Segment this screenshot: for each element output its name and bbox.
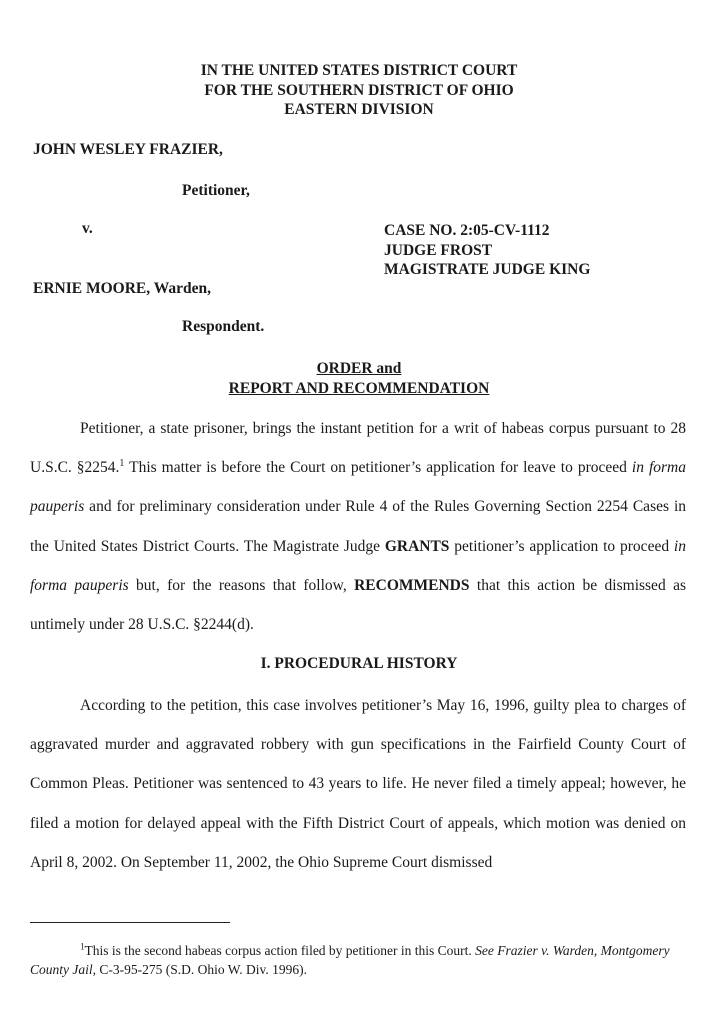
petitioner-role: Petitioner,	[182, 182, 250, 199]
footnote-mark: 1	[80, 941, 85, 952]
intro-text-6: that this action be dismissed as untimely under 28 U.S.C. §2244(d).	[30, 576, 686, 634]
footnote-ref: 1	[119, 458, 125, 470]
footnote	[30, 941, 690, 979]
procedural-history-text: According to the petition, this case involves petitioner’s May 16, 1996, guilty plea to charges of aggravated murder and aggravated robbery with gun specifications in the Fairfield County Court of Common Pleas. Petitioner was sentenced to 43 years to life. He never filed a timely appeal; however, he filed a motion for delayed appeal with the Fifth District Court of appeals, which motion was denied on April 8, 2002. On September 11, 2002, the Ohio Supreme Court dismissed	[30, 697, 686, 871]
footnote-divider	[30, 922, 230, 923]
section-heading-procedural-history: I. PROCEDURAL HISTORY	[260, 655, 458, 672]
intro-text-4: petitioner’s application to proceed	[449, 537, 674, 555]
procedural-history-paragraph	[30, 686, 686, 882]
title-line-1: ORDER and	[316, 360, 402, 377]
document-title	[0, 359, 718, 398]
title-line-2: REPORT AND RECOMMENDATION	[228, 379, 490, 397]
in-forma-pauperis-2: in forma pauperis	[30, 537, 686, 594]
court-name: IN THE UNITED STATES DISTRICT COURT	[200, 62, 518, 79]
versus: v.	[82, 220, 93, 237]
petitioner-name: JOHN WESLEY FRAZIER,	[33, 141, 223, 158]
grants-term: GRANTS	[384, 537, 450, 555]
division-name: EASTERN DIVISION	[284, 101, 434, 118]
district-name: FOR THE SOUTHERN DISTRICT OF OHIO	[204, 81, 514, 99]
footnote-citation: See Frazier v. Warden, Montgomery County Jail,	[30, 943, 670, 977]
respondent-name: ERNIE MOORE, Warden,	[33, 280, 211, 297]
footnote-text-1: This is the second habeas corpus action filed by petitioner in this Court.	[84, 943, 476, 958]
intro-text-2: This matter is before the Court on petitioner’s application for leave to proceed	[124, 459, 632, 477]
intro-text-1: Petitioner, a state prisoner, brings the instant petition for a writ of habeas corpus pursuant to 28 U.S.C. §2254.	[30, 420, 686, 477]
magistrate-judge-name: MAGISTRATE JUDGE KING	[384, 261, 591, 278]
intro-paragraph	[30, 409, 686, 644]
footnote-text-2: C-3-95-275 (S.D. Ohio W. Div. 1996).	[96, 962, 307, 977]
case-info	[384, 221, 590, 280]
case-number: CASE NO. 2:05-CV-1112	[384, 222, 550, 239]
court-header	[0, 61, 718, 120]
recommends-term: RECOMMENDS	[354, 576, 470, 594]
intro-text-5: but, for the reasons that follow,	[128, 576, 355, 594]
intro-text-3: and for preliminary consideration under Rule 4 of the Rules Governing Section 2254 Cases in the United States District Courts. The Magistrate Judge	[30, 498, 686, 555]
respondent-role: Respondent.	[182, 318, 265, 335]
in-forma-pauperis-1: in forma pauperis	[30, 459, 686, 516]
judge-name: JUDGE FROST	[384, 241, 493, 259]
